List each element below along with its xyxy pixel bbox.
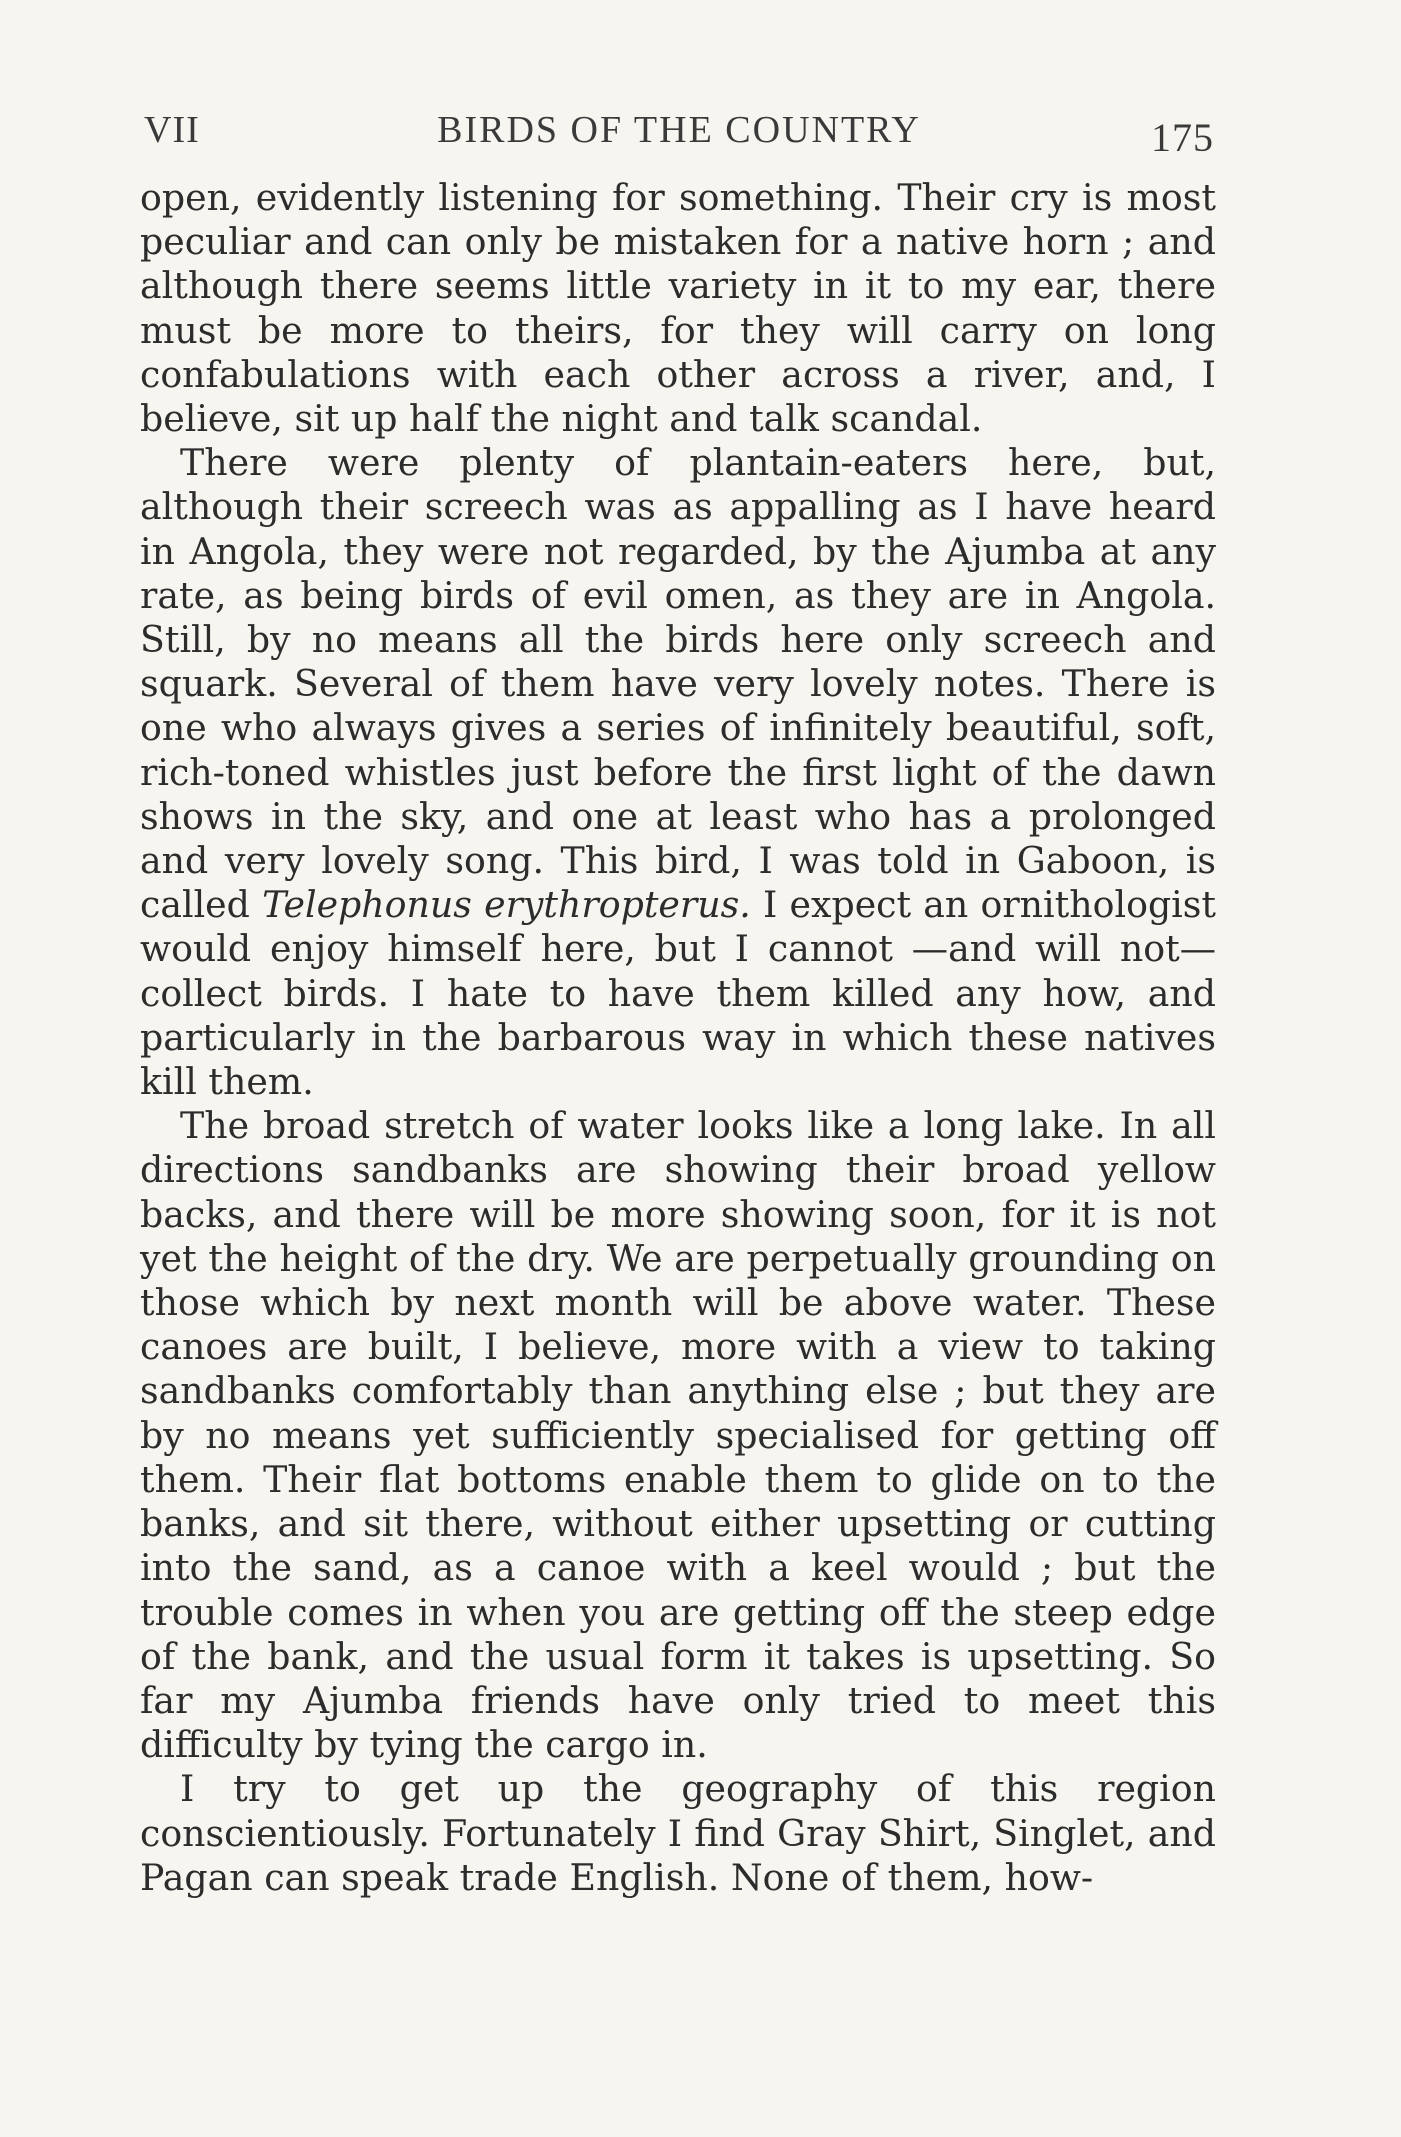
chapter-number: VII bbox=[144, 109, 200, 151]
paragraph-2-text-before: There were plenty of plantain-eaters here, but, although their screech was as appalling as I have heard in Angola, they were not regarded, by the Ajumba at any rate, as being birds of evil omen, as they are in Angola. Still, by no means all the birds here only screech and squark. Several of them have very lovely notes. There is one who always gives a series of infinitely beautiful, soft, rich-toned whistles just before the first light of the dawn shows in the sky, and one at least who has a prolonged and very lovely song. This bird, I was told in Gaboon, is called bbox=[140, 441, 1216, 927]
paragraph-1: open, evidently listening for something. Their cry is most peculiar and can only be mistaken for a native horn ; and although there seems little variety in it to my ear, there must be more to theirs, for they will carry on long confabulations with each other across a river, and, I believe, sit up half the night and talk scandal. bbox=[140, 176, 1216, 441]
page-header bbox=[144, 108, 1214, 158]
paragraph-3: The broad stretch of water looks like a long lake. In all directions sandbanks are showing their broad yellow backs, and there will be more showing soon, for it is not yet the height of the dry. We are perpetually grounding on those which by next month will be above water. These canoes are built, I believe, more with a view to taking sandbanks comfortably than anything else ; but they are by no means yet sufficiently specialised for getting off them. Their flat bottoms enable them to glide on to the banks, and sit there, without either upsetting or cutting into the sand, as a canoe with a keel would ; but the trouble comes in when you are getting off the steep edge of the bank, and the usual form it takes is upsetting. So far my Ajumba friends have only tried to meet this difficulty by tying the cargo in. bbox=[140, 1104, 1216, 1767]
body-text bbox=[140, 176, 1216, 1900]
paragraph-2-text-after: I expect an ornithologist would enjoy himself here, but I cannot —and will not—collect birds. I hate to have them killed any how, and particularly in the barbarous way in which these natives kill them. bbox=[140, 883, 1216, 1104]
running-title: BIRDS OF THE COUNTRY bbox=[437, 109, 921, 151]
species-name: Telephonus erythropterus. bbox=[262, 883, 751, 927]
paragraph-4: I try to get up the geography of this region conscientiously. Fortunately I find Gray Shirt, Singlet, and Pagan can speak trade English. None of them, how- bbox=[140, 1767, 1216, 1899]
page-number: 175 bbox=[1151, 115, 1214, 160]
paragraph-2 bbox=[140, 441, 1216, 1104]
